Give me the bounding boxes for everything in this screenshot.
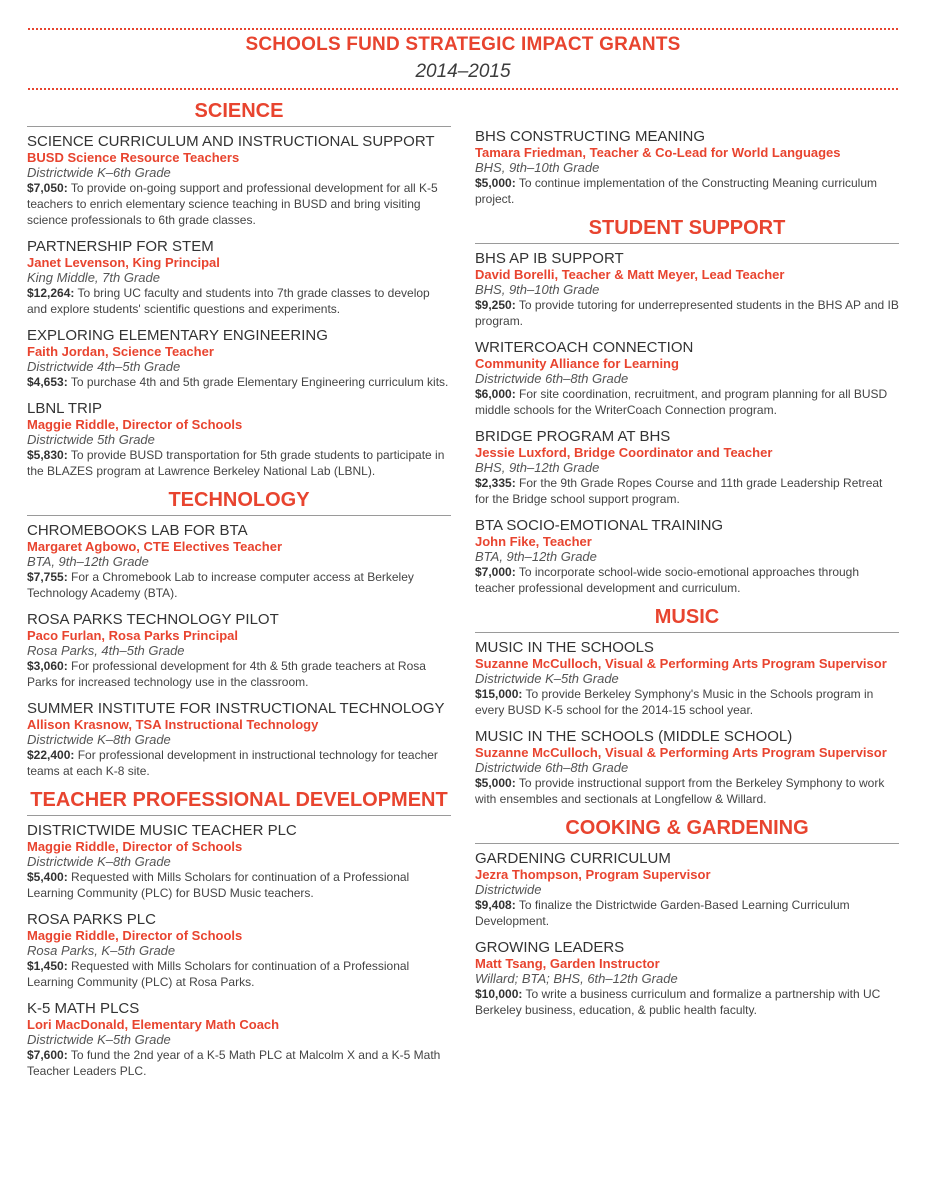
grant-title: BTA SOCIO-EMOTIONAL TRAINING	[475, 517, 724, 534]
section	[27, 100, 451, 479]
section	[27, 489, 451, 779]
grant-title: PARTNERSHIP FOR STEM	[27, 238, 214, 255]
grant-description-text: For professional development for 4th & 5th grade teachers at Rosa Parks for increased technology use in the classroom.	[27, 659, 426, 689]
grant-location: BHS, 9th–10th Grade	[475, 282, 600, 297]
grant-contact: Faith Jordan, Science Teacher	[27, 344, 214, 359]
grant-contact: Paco Furlan, Rosa Parks Principal	[27, 628, 238, 643]
grant-contact: Jessie Luxford, Bridge Coordinator and Teacher	[475, 445, 773, 460]
grant-location: Rosa Parks, 4th–5th Grade	[27, 643, 185, 658]
grant-location: Districtwide K–8th Grade	[27, 854, 171, 869]
grant-description	[475, 986, 899, 1018]
grant-description-text: To provide tutoring for underrepresented students in the BHS AP and IB program.	[475, 298, 899, 328]
grant-amount: $10,000:	[475, 987, 523, 1001]
section-heading: MUSIC	[475, 606, 899, 633]
grant-description-text: For site coordination, recruitment, and program planning for all BUSD middle schools for the WriterCoach Connection program.	[475, 387, 888, 417]
grant-amount: $1,450:	[27, 959, 68, 973]
grant-contact: Allison Krasnow, TSA Instructional Technology	[27, 717, 319, 732]
grant-title: EXPLORING ELEMENTARY ENGINEERING	[27, 327, 328, 344]
grant-item	[475, 728, 899, 807]
grant-description-text: To fund the 2nd year of a K-5 Math PLC at Malcolm X and a K-5 Math Teacher Leaders PLC.	[27, 1048, 441, 1078]
grant-description	[475, 897, 899, 929]
page-subtitle: 2014–2015	[415, 61, 511, 82]
grant-item	[27, 400, 451, 479]
section	[475, 817, 899, 1018]
grant-item	[27, 238, 451, 317]
grant-item	[475, 428, 899, 507]
grant-item	[475, 517, 899, 596]
grant-title: BHS CONSTRUCTING MEANING	[475, 128, 706, 145]
grant-location: Districtwide 4th–5th Grade	[27, 359, 181, 374]
grant-description	[27, 569, 451, 601]
grant-amount: $7,600:	[27, 1048, 68, 1062]
grant-amount: $2,335:	[475, 476, 516, 490]
grant-amount: $5,830:	[27, 448, 68, 462]
grant-amount: $22,400:	[27, 748, 75, 762]
grant-location: Districtwide	[475, 882, 542, 897]
grant-title: CHROMEBOOKS LAB FOR BTA	[27, 522, 248, 539]
grant-amount: $9,408:	[475, 898, 516, 912]
grant-title: LBNL TRIP	[27, 400, 103, 417]
grant-contact: Lori MacDonald, Elementary Math Coach	[27, 1017, 280, 1032]
grant-amount: $12,264:	[27, 286, 75, 300]
grant-title: ROSA PARKS PLC	[27, 911, 156, 928]
left-column	[27, 100, 451, 1089]
grant-item	[475, 639, 899, 718]
grant-description-text: To write a business curriculum and formalize a partnership with UC Berkeley business, education, & public health faculty.	[475, 987, 881, 1017]
grant-location: Willard; BTA; BHS, 6th–12th Grade	[475, 971, 678, 986]
bottom-dotted-rule	[28, 88, 898, 90]
grant-description	[475, 475, 899, 507]
grant-description	[27, 180, 451, 228]
grant-title: SUMMER INSTITUTE FOR INSTRUCTIONAL TECHNOLOGY	[27, 700, 445, 717]
grant-description	[27, 447, 451, 479]
grant-title: MUSIC IN THE SCHOOLS	[475, 639, 654, 656]
grant-description	[27, 374, 451, 390]
grant-description	[475, 775, 899, 807]
grant-contact: Jezra Thompson, Program Supervisor	[475, 867, 711, 882]
grant-contact: Suzanne McCulloch, Visual & Performing Arts Program Supervisor	[475, 656, 887, 671]
grant-location: Districtwide K–8th Grade	[27, 732, 171, 747]
grant-title: MUSIC IN THE SCHOOLS (MIDDLE SCHOOL)	[475, 728, 793, 745]
section	[475, 217, 899, 596]
grant-contact: Maggie Riddle, Director of Schools	[27, 839, 243, 854]
grant-contact: Tamara Friedman, Teacher & Co-Lead for World Languages	[475, 145, 841, 160]
grant-amount: $6,000:	[475, 387, 516, 401]
grant-description-text: To provide instructional support from the Berkeley Symphony to work with ensembles and sectionals at Longfellow & Willard.	[475, 776, 885, 806]
grant-description-text: To purchase 4th and 5th grade Elementary Engineering curriculum kits.	[70, 375, 449, 389]
grant-description	[27, 958, 451, 990]
section	[27, 789, 451, 1079]
grant-title: BHS AP IB SUPPORT	[475, 250, 624, 267]
grant-description-text: For professional development in instructional technology for teacher teams at each K-8 site.	[27, 748, 438, 778]
grant-contact: Community Alliance for Learning	[475, 356, 679, 371]
grant-item	[27, 911, 451, 990]
grant-description	[27, 747, 451, 779]
grant-amount: $7,000:	[475, 565, 516, 579]
section-heading: STUDENT SUPPORT	[475, 217, 899, 244]
grant-description-text: Requested with Mills Scholars for continuation of a Professional Learning Community (PLC) at Rosa Parks.	[27, 959, 410, 989]
grant-location: Districtwide K–6th Grade	[27, 165, 171, 180]
grant-amount: $15,000:	[475, 687, 523, 701]
grant-description	[27, 658, 451, 690]
grant-location: BTA, 9th–12th Grade	[475, 549, 597, 564]
right-column	[475, 128, 899, 1028]
grant-amount: $7,755:	[27, 570, 68, 584]
grant-description-text: To provide Berkeley Symphony's Music in the Schools program in every BUSD K-5 school for the 2014-15 school year.	[475, 687, 874, 717]
section	[475, 128, 899, 207]
grant-title: GROWING LEADERS	[475, 939, 625, 956]
grant-location: King Middle, 7th Grade	[27, 270, 160, 285]
section-heading: SCIENCE	[27, 100, 451, 127]
grant-item	[475, 128, 899, 207]
grant-description	[475, 686, 899, 718]
grant-title: ROSA PARKS TECHNOLOGY PILOT	[27, 611, 279, 628]
grant-item	[27, 133, 451, 228]
section	[475, 606, 899, 807]
grant-amount: $5,000:	[475, 176, 516, 190]
grant-title: DISTRICTWIDE MUSIC TEACHER PLC	[27, 822, 297, 839]
grant-contact: Janet Levenson, King Principal	[27, 255, 220, 270]
grant-description	[475, 564, 899, 596]
grant-description	[475, 386, 899, 418]
grant-location: BTA, 9th–12th Grade	[27, 554, 149, 569]
grant-location: Districtwide K–5th Grade	[475, 671, 619, 686]
grant-item	[475, 339, 899, 418]
grant-amount: $7,050:	[27, 181, 68, 195]
grant-title: GARDENING CURRICULUM	[475, 850, 671, 867]
grant-item	[27, 700, 451, 779]
section-heading: COOKING & GARDENING	[475, 817, 899, 844]
grant-description-text: To continue implementation of the Constructing Meaning curriculum project.	[475, 176, 878, 206]
grant-title: SCIENCE CURRICULUM AND INSTRUCTIONAL SUPPORT	[27, 133, 435, 150]
grant-location: BHS, 9th–12th Grade	[475, 460, 600, 475]
grant-contact: Maggie Riddle, Director of Schools	[27, 928, 243, 943]
grant-amount: $4,653:	[27, 375, 68, 389]
grant-amount: $9,250:	[475, 298, 516, 312]
grant-description	[27, 1047, 451, 1079]
grant-contact: BUSD Science Resource Teachers	[27, 150, 240, 165]
page-title: SCHOOLS FUND STRATEGIC IMPACT GRANTS	[245, 34, 681, 55]
grant-location: Districtwide 6th–8th Grade	[475, 371, 629, 386]
grant-location: Districtwide 6th–8th Grade	[475, 760, 629, 775]
grant-contact: David Borelli, Teacher & Matt Meyer, Lead Teacher	[475, 267, 785, 282]
grant-item	[27, 522, 451, 601]
grant-description-text: To finalize the Districtwide Garden-Based Learning Curriculum Development.	[475, 898, 850, 928]
grant-contact: Matt Tsang, Garden Instructor	[475, 956, 660, 971]
section-heading: TEACHER PROFESSIONAL DEVELOPMENT	[27, 789, 451, 816]
grant-location: Rosa Parks, K–5th Grade	[27, 943, 176, 958]
grant-location: BHS, 9th–10th Grade	[475, 160, 600, 175]
grant-contact: John Fike, Teacher	[475, 534, 592, 549]
grant-description	[27, 869, 451, 901]
grant-contact: Margaret Agbowo, CTE Electives Teacher	[27, 539, 283, 554]
grant-description-text: To incorporate school-wide socio-emotional approaches through teacher professional development and curriculum.	[475, 565, 860, 595]
grant-contact: Suzanne McCulloch, Visual & Performing Arts Program Supervisor	[475, 745, 887, 760]
grant-title: K-5 MATH PLCS	[27, 1000, 140, 1017]
grant-description-text: To bring UC faculty and students into 7th grade classes to develop and explore students' scientific questions and experiments.	[27, 286, 430, 316]
grant-contact: Maggie Riddle, Director of Schools	[27, 417, 243, 432]
grant-description-text: For the 9th Grade Ropes Course and 11th grade Leadership Retreat for the Bridge school support program.	[475, 476, 883, 506]
grant-description-text: Requested with Mills Scholars for continuation of a Professional Learning Community (PLC) for BUSD Music teachers.	[27, 870, 410, 900]
grant-location: Districtwide K–5th Grade	[27, 1032, 171, 1047]
grant-item	[27, 822, 451, 901]
grant-item	[27, 611, 451, 690]
grant-description	[27, 285, 451, 317]
grant-amount: $3,060:	[27, 659, 68, 673]
grant-description-text: To provide on-going support and professional development for all K-5 teachers to enrich elementary science teaching in BUSD and bring visiting science professionals to 6th grade classes.	[27, 181, 438, 227]
grant-title: WRITERCOACH CONNECTION	[475, 339, 694, 356]
grant-item	[475, 250, 899, 329]
grant-amount: $5,000:	[475, 776, 516, 790]
grant-description	[475, 297, 899, 329]
grant-item	[475, 850, 899, 929]
grant-item	[27, 327, 451, 390]
section-heading: TECHNOLOGY	[27, 489, 451, 516]
grant-title: BRIDGE PROGRAM AT BHS	[475, 428, 671, 445]
grant-item	[27, 1000, 451, 1079]
grant-description-text: To provide BUSD transportation for 5th grade students to participate in the BLAZES program at Lawrence Berkeley National Lab (LBNL).	[27, 448, 445, 478]
grant-location: Districtwide 5th Grade	[27, 432, 155, 447]
top-dotted-rule	[28, 28, 898, 30]
grant-amount: $5,400:	[27, 870, 68, 884]
grant-description	[475, 175, 899, 207]
grant-item	[475, 939, 899, 1018]
grant-description-text: For a Chromebook Lab to increase computer access at Berkeley Technology Academy (BTA).	[27, 570, 414, 600]
